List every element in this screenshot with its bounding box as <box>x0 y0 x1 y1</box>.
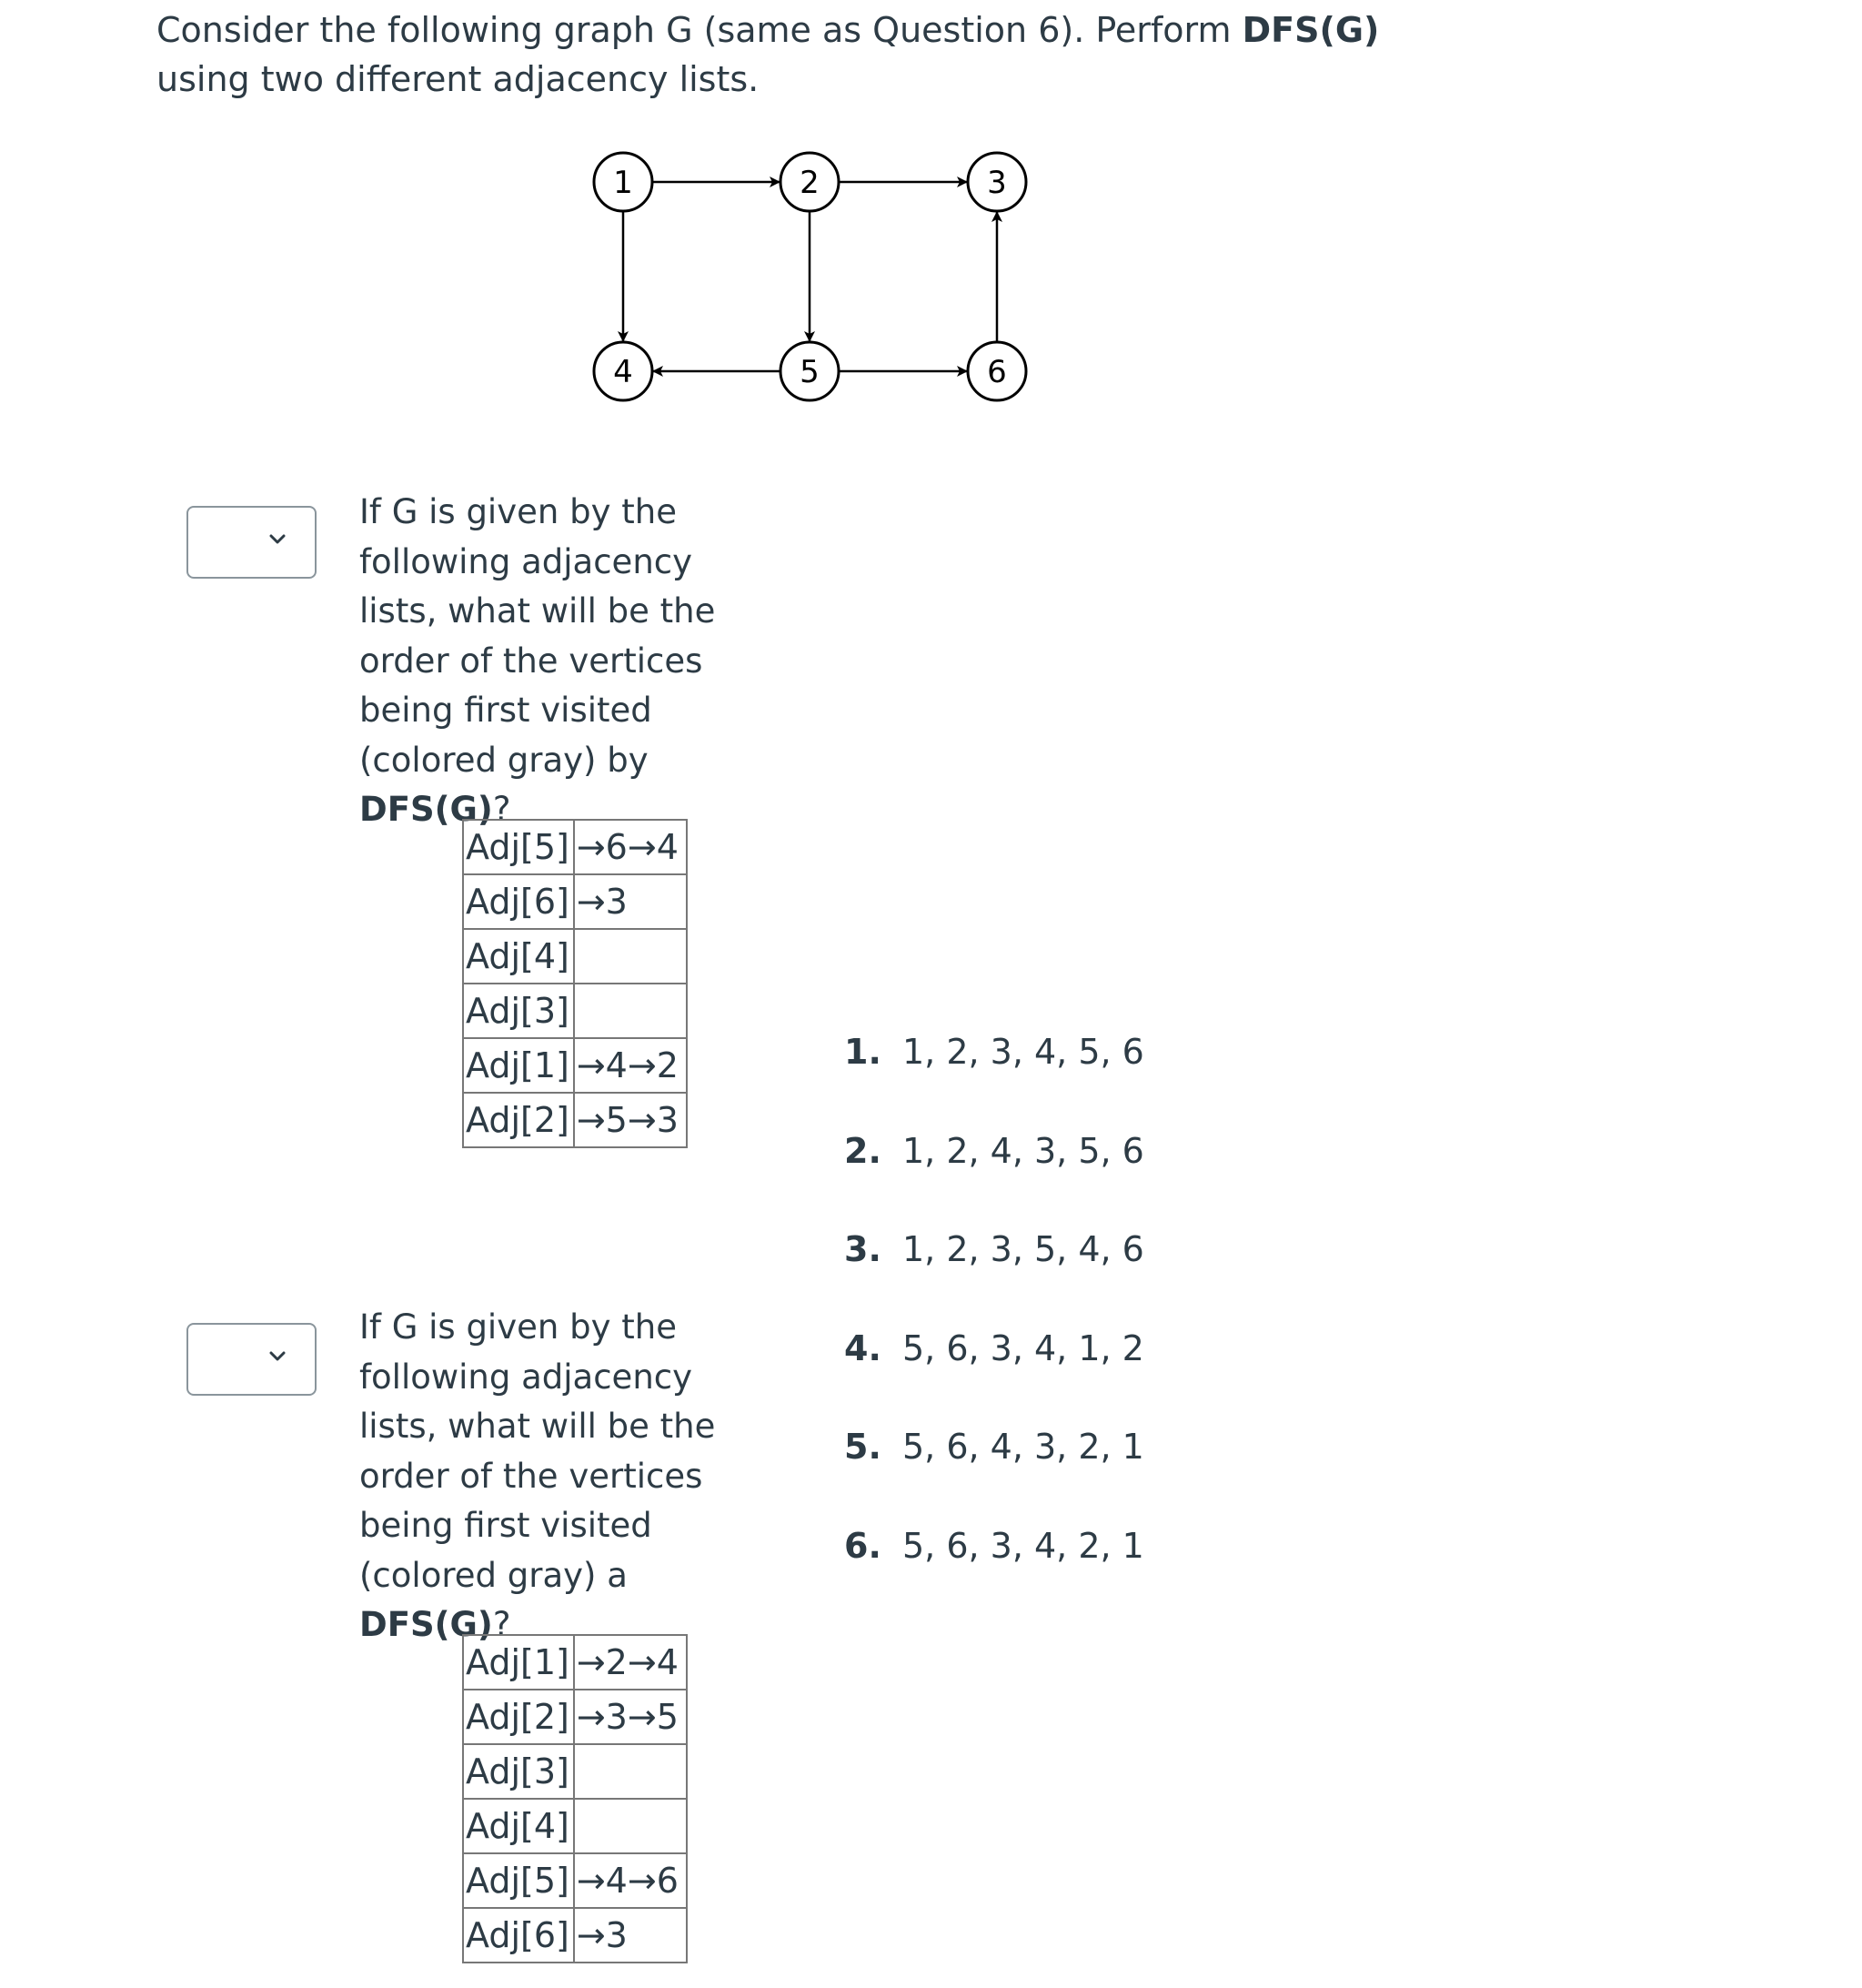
adjacency-value <box>574 929 687 984</box>
chevron-down-icon <box>269 531 286 548</box>
choice-text: 1, 2, 4, 3, 5, 6 <box>902 1130 1144 1171</box>
prompt-text: If G is given by the following adjacency lists, what will be the order of the vertices being first visited (colored gray) by <box>359 492 716 780</box>
adjacency-value: →3→5 <box>574 1690 687 1744</box>
adjacency-key: Adj[5] <box>463 820 574 874</box>
answer-dropdown-1[interactable] <box>186 506 317 579</box>
adjacency-row <box>463 874 687 929</box>
adjacency-key: Adj[5] <box>463 1853 574 1908</box>
directed-graph <box>0 0 1862 419</box>
graph-node-label: 6 <box>987 354 1007 390</box>
adjacency-key: Adj[1] <box>463 1038 574 1093</box>
adjacency-row <box>463 984 687 1038</box>
answer-choice <box>844 1319 1144 1418</box>
choice-text: 1, 2, 3, 5, 4, 6 <box>902 1229 1144 1269</box>
adjacency-key: Adj[6] <box>463 1908 574 1963</box>
choice-text: 5, 6, 3, 4, 2, 1 <box>902 1525 1144 1566</box>
choice-text: 5, 6, 3, 4, 1, 2 <box>902 1327 1144 1368</box>
choice-number: 6. <box>844 1525 881 1566</box>
chevron-down-icon <box>269 1348 286 1365</box>
graph-node-2 <box>780 153 839 211</box>
adjacency-value: →2→4 <box>574 1635 687 1690</box>
choice-number: 5. <box>844 1427 881 1467</box>
adjacency-value: →4→6 <box>574 1853 687 1908</box>
adjacency-row <box>463 820 687 874</box>
adjacency-row <box>463 1744 687 1799</box>
prompt-bold-dfs: DFS(G) <box>359 1605 493 1644</box>
adjacency-value: →4→2 <box>574 1038 687 1093</box>
prompt-bold-dfs: DFS(G) <box>359 790 493 829</box>
adjacency-value: →5→3 <box>574 1093 687 1147</box>
adjacency-row <box>463 1093 687 1147</box>
choice-number: 1. <box>844 1032 881 1072</box>
adjacency-table-2 <box>462 1634 688 1963</box>
graph-node-6 <box>968 342 1026 400</box>
adjacency-value: →6→4 <box>574 820 687 874</box>
adjacency-row <box>463 1853 687 1908</box>
prompt-text: If G is given by the following adjacency lists, what will be the order of the vertices being first visited (colored gray) a <box>359 1307 716 1595</box>
answer-choice <box>844 1418 1144 1517</box>
graph-node-label: 2 <box>800 165 820 201</box>
adjacency-value <box>574 1744 687 1799</box>
graph-node-label: 5 <box>800 354 820 390</box>
adjacency-value <box>574 984 687 1038</box>
graph-node-label: 1 <box>613 165 633 201</box>
adjacency-key: Adj[4] <box>463 1799 574 1853</box>
graph-node-label: 3 <box>987 165 1007 201</box>
adjacency-row <box>463 1038 687 1093</box>
adjacency-key: Adj[3] <box>463 1744 574 1799</box>
adjacency-row <box>463 1635 687 1690</box>
intro-text-before: Consider the following graph G (same as Question 6). Perform <box>156 10 1243 50</box>
adjacency-key: Adj[2] <box>463 1690 574 1744</box>
adjacency-row <box>463 1690 687 1744</box>
choice-text: 5, 6, 4, 3, 2, 1 <box>902 1427 1144 1467</box>
question-2-prompt <box>359 1303 769 1650</box>
adjacency-value: →3 <box>574 874 687 929</box>
adjacency-table-1 <box>462 819 688 1148</box>
answer-choice <box>844 1023 1144 1122</box>
intro-bold-dfs: DFS(G) <box>1242 10 1380 50</box>
answer-choice <box>844 1220 1144 1319</box>
adjacency-key: Adj[4] <box>463 929 574 984</box>
adjacency-row <box>463 1799 687 1853</box>
adjacency-row <box>463 1908 687 1963</box>
answer-choice <box>844 1122 1144 1221</box>
intro-text-after: using two different adjacency lists. <box>156 59 760 99</box>
graph-node-label: 4 <box>613 354 633 390</box>
adjacency-key: Adj[6] <box>463 874 574 929</box>
graph-node-1 <box>594 153 652 211</box>
answer-choices-list <box>844 1023 1144 1615</box>
choice-number: 2. <box>844 1130 881 1171</box>
adjacency-value: →3 <box>574 1908 687 1963</box>
graph-node-5 <box>780 342 839 400</box>
prompt-end: ? <box>492 1605 511 1644</box>
choice-number: 3. <box>844 1229 881 1269</box>
answer-choice <box>844 1517 1144 1616</box>
adjacency-key: Adj[2] <box>463 1093 574 1147</box>
choice-number: 4. <box>844 1327 881 1368</box>
adjacency-key: Adj[3] <box>463 984 574 1038</box>
prompt-end: ? <box>492 790 511 829</box>
adjacency-key: Adj[1] <box>463 1635 574 1690</box>
choice-text: 1, 2, 3, 4, 5, 6 <box>902 1032 1144 1072</box>
adjacency-value <box>574 1799 687 1853</box>
answer-dropdown-2[interactable] <box>186 1323 317 1396</box>
adjacency-row <box>463 929 687 984</box>
graph-node-4 <box>594 342 652 400</box>
graph-node-3 <box>968 153 1026 211</box>
question-1-prompt <box>359 488 769 835</box>
